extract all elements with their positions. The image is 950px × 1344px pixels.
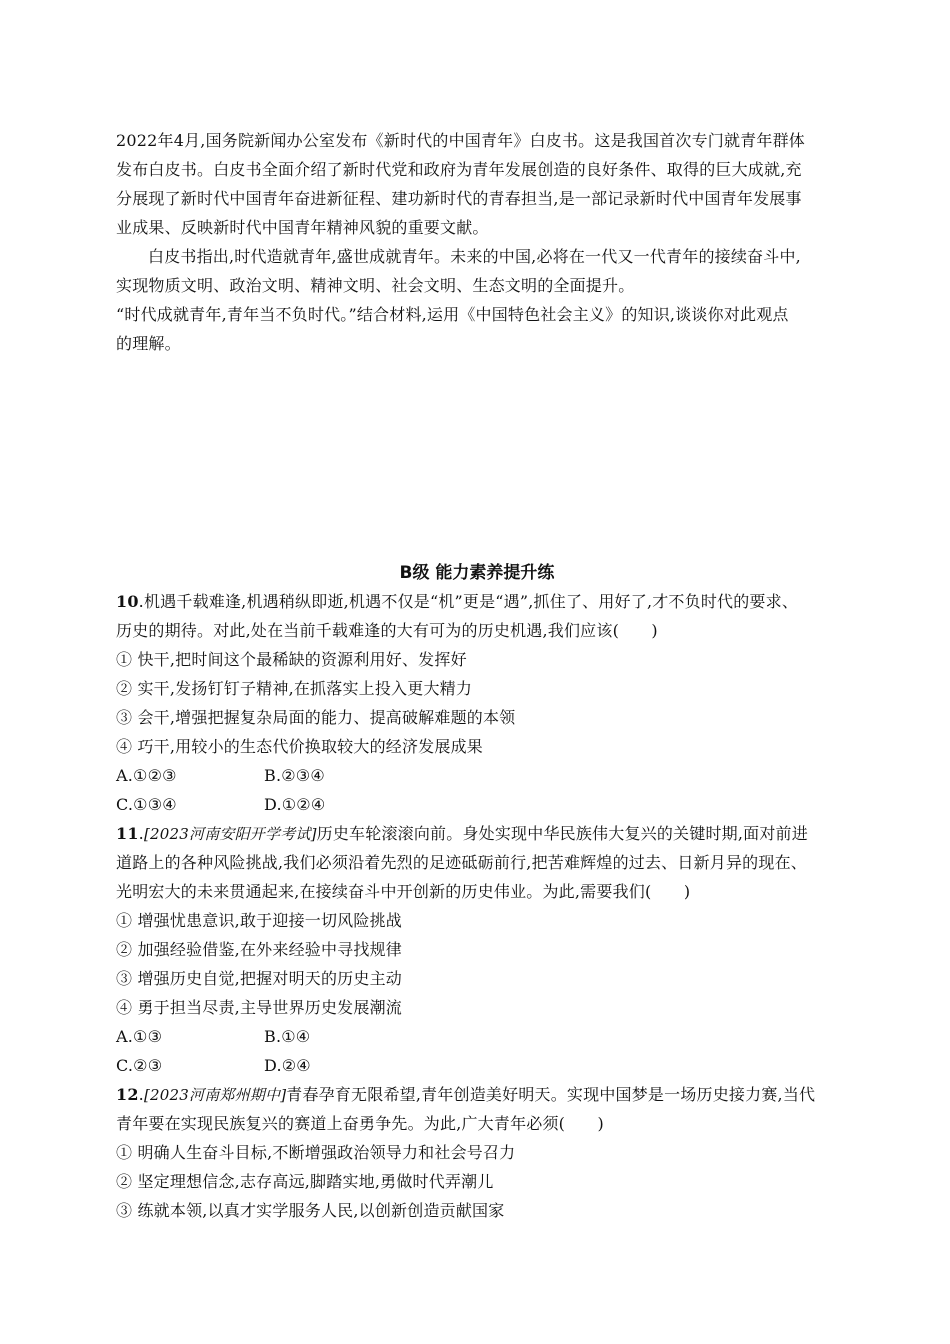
question-source: [2023河南郑州期中] (143, 1086, 287, 1104)
question-stem-line: 11.[2023河南安阳开学考试]历史车轮滚滚向前。身处实现中华民族伟大复兴的关键时期,面对前进 (116, 824, 808, 843)
statement-item: ① 增强忧患意识,敢于迎接一切风险挑战 (116, 911, 402, 930)
question-stem-line: 青年要在实现民族复兴的赛道上奋勇争先。为此,广大青年必须( ) (116, 1114, 604, 1133)
choice-a[interactable]: A.①②③ (116, 766, 177, 785)
question-stem-line: 历史的期待。对此,处在当前千载难逢的大有可为的历史机遇,我们应该( ) (116, 621, 658, 640)
statement-item: ③ 练就本领,以真才实学服务人民,以创新创造贡献国家 (116, 1201, 505, 1220)
passage-line: 白皮书指出,时代造就青年,盛世成就青年。未来的中国,必将在一代又一代青年的接续奋斗中, (148, 247, 801, 266)
question-number: 11 (116, 824, 139, 843)
statement-item: ④ 巧干,用较小的生态代价换取较大的经济发展成果 (116, 737, 483, 756)
choice-d[interactable]: D.①②④ (264, 795, 326, 814)
statement-item: ② 加强经验借鉴,在外来经验中寻找规律 (116, 940, 402, 959)
question-stem-line: 10.机遇千载难逢,机遇稍纵即逝,机遇不仅是“机”更是“遇”,抓住了、用好了,才不负时代的要求、 (116, 592, 799, 611)
passage-line: 分展现了新时代中国青年奋进新征程、建功新时代的青春担当,是一部记录新时代中国青年发展事 (116, 189, 802, 208)
passage-line: 发布白皮书。白皮书全面介绍了新时代党和政府为青年发展创造的良好条件、取得的巨大成就,充 (116, 160, 802, 179)
question-stem-text: 历史车轮滚滚向前。身处实现中华民族伟大复兴的关键时期,面对前进 (316, 824, 808, 843)
choice-a[interactable]: A.①③ (116, 1027, 163, 1046)
choice-c[interactable]: C.①③④ (116, 795, 177, 814)
question-prompt-line: “时代成就青年,青年当不负时代。”结合材料,运用《中国特色社会主义》的知识,谈谈你对此观点 (116, 305, 789, 324)
choice-b[interactable]: B.②③④ (264, 766, 325, 785)
question-stem-text: 青春孕育无限希望,青年创造美好明天。实现中国梦是一场历史接力赛,当代 (286, 1085, 816, 1104)
statement-item: ④ 勇于担当尽责,主导世界历史发展潮流 (116, 998, 402, 1017)
statement-item: ② 实干,发扬钉钉子精神,在抓落实上投入更大精力 (116, 679, 473, 698)
statement-item: ① 快干,把时间这个最稀缺的资源利用好、发挥好 (116, 650, 467, 669)
question-source: [2023河南安阳开学考试] (143, 825, 317, 843)
statement-item: ② 坚定理想信念,志存高远,脚踏实地,勇做时代弄潮儿 (116, 1172, 494, 1191)
statement-item: ① 明确人生奋斗目标,不断增强政治领导力和社会号召力 (116, 1143, 516, 1162)
question-prompt-line: 的理解。 (116, 334, 181, 353)
statement-item: ③ 增强历史自觉,把握对明天的历史主动 (116, 969, 402, 988)
passage-line: 业成果、反映新时代中国青年精神风貌的重要文献。 (116, 218, 489, 237)
question-number: 12 (116, 1085, 139, 1104)
statement-item: ③ 会干,增强把握复杂局面的能力、提高破解难题的本领 (116, 708, 516, 727)
question-stem-line: 12.[2023河南郑州期中]青春孕育无限希望,青年创造美好明天。实现中国梦是一场历史接力赛,当代 (116, 1085, 816, 1104)
question-number: 10 (116, 592, 139, 611)
question-stem-line: 道路上的各种风险挑战,我们必须沿着先烈的足迹砥砺前行,把苦难辉煌的过去、日新月异的现在、 (116, 853, 807, 872)
choice-b[interactable]: B.①④ (264, 1027, 311, 1046)
choice-c[interactable]: C.②③ (116, 1056, 163, 1075)
section-title: B级 能力素养提升练 (399, 563, 555, 583)
question-stem-line: 光明宏大的未来贯通起来,在接续奋斗中开创新的历史伟业。为此,需要我们( ) (116, 882, 691, 901)
choice-d[interactable]: D.②④ (264, 1056, 311, 1075)
passage-line: 实现物质文明、政治文明、精神文明、社会文明、生态文明的全面提升。 (116, 276, 635, 295)
passage-line: 2022年4月,国务院新闻办公室发布《新时代的中国青年》白皮书。这是我国首次专门就青年群体 (116, 131, 805, 150)
question-stem-text: 机遇千载难逢,机遇稍纵即逝,机遇不仅是“机”更是“遇”,抓住了、用好了,才不负时代的要求、 (143, 592, 799, 611)
